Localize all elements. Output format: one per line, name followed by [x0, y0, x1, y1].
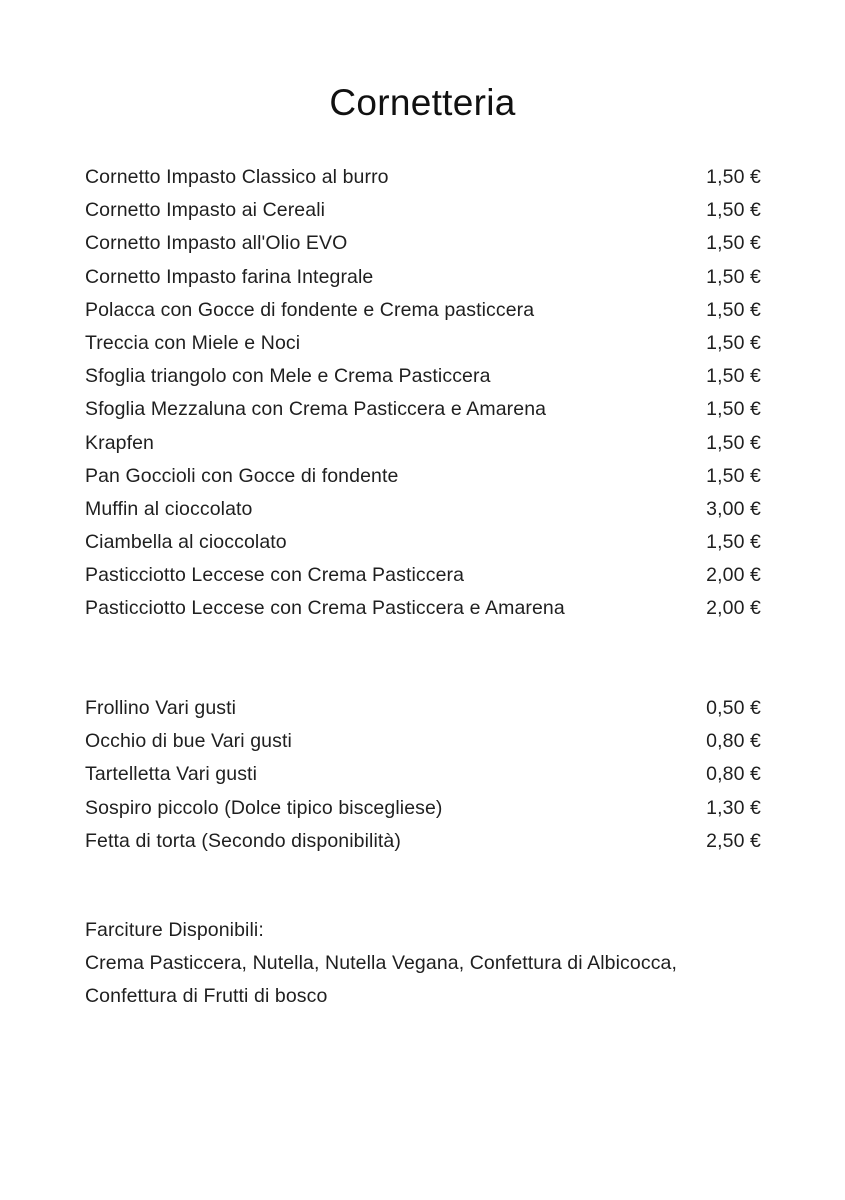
item-name: Frollino Vari gusti [85, 697, 237, 719]
item-name: Muffin al cioccolato [85, 497, 253, 520]
menu-item [85, 758, 761, 791]
menu-item [85, 294, 761, 327]
menu-item [85, 360, 761, 393]
item-price: 1,50 € [706, 298, 761, 321]
item-name: Cornetto Impasto ai Cereali [85, 199, 326, 222]
menu-item [85, 725, 761, 758]
item-price: 1,50 € [706, 365, 761, 388]
item-price: 1,50 € [706, 166, 761, 188]
menu-item [85, 194, 761, 227]
menu-item [85, 825, 761, 858]
page-title: Cornetteria [329, 82, 516, 123]
item-name: Cornetto Impasto Classico al burro [85, 166, 389, 188]
item-price: 1,50 € [706, 232, 761, 255]
item-name: Occhio di bue Vari gusti [85, 730, 292, 753]
item-name: Tartelletta Vari gusti [85, 763, 257, 786]
menu-item [85, 227, 761, 260]
item-name: Treccia con Miele e Noci [85, 331, 301, 354]
menu-item [85, 327, 761, 360]
item-name: Krapfen [85, 431, 154, 454]
menu-item [85, 526, 761, 559]
item-price: 0,80 € [706, 730, 761, 753]
item-price: 2,50 € [706, 829, 761, 852]
item-price: 1,50 € [706, 265, 761, 288]
item-name: Pasticciotto Leccese con Crema Pasticcera [85, 564, 465, 587]
item-name: Cornetto Impasto farina Integrale [85, 265, 374, 288]
fillings-list-line-1: Crema Pasticcera, Nutella, Nutella Vegana, Confettura di Albicocca, [85, 952, 678, 974]
item-price: 0,80 € [706, 763, 761, 786]
item-price: 1,50 € [706, 464, 761, 487]
item-name: Fetta di torta (Secondo disponibilità) [85, 829, 401, 852]
item-name: Sospiro piccolo (Dolce tipico biscegliese) [85, 796, 443, 819]
item-name: Polacca con Gocce di fondente e Crema pasticcera [85, 298, 535, 321]
menu-item [85, 393, 761, 426]
item-price: 2,00 € [706, 564, 761, 587]
menu-item [85, 592, 761, 625]
menu-item [85, 460, 761, 493]
item-price: 1,50 € [706, 398, 761, 421]
item-price: 1,50 € [706, 531, 761, 554]
item-price: 1,50 € [706, 431, 761, 454]
menu-item [85, 427, 761, 460]
item-name: Cornetto Impasto all'Olio EVO [85, 232, 348, 255]
menu-item [85, 692, 761, 725]
item-price: 3,00 € [706, 497, 761, 520]
item-price: 0,50 € [706, 697, 761, 719]
menu-item [85, 792, 761, 825]
menu-item [85, 261, 761, 294]
item-price: 2,00 € [706, 597, 761, 620]
menu-section-biscuits [85, 692, 761, 858]
fillings-heading: Farciture Disponibili: [85, 919, 264, 941]
item-price: 1,50 € [706, 199, 761, 222]
item-name: Pan Goccioli con Gocce di fondente [85, 464, 399, 487]
item-price: 1,50 € [706, 331, 761, 354]
item-name: Sfoglia Mezzaluna con Crema Pasticcera e Amarena [85, 398, 547, 421]
fillings-list-line-2: Confettura di Frutti di bosco [85, 985, 328, 1007]
item-name: Sfoglia triangolo con Mele e Crema Pasticcera [85, 365, 491, 388]
menu-section-pastries [85, 161, 761, 626]
menu-item [85, 493, 761, 526]
item-name: Pasticciotto Leccese con Crema Pasticcera e Amarena [85, 597, 565, 620]
menu-item [85, 559, 761, 592]
menu-item [85, 161, 761, 194]
fillings-note [85, 914, 785, 1013]
item-price: 1,30 € [706, 796, 761, 819]
item-name: Ciambella al cioccolato [85, 531, 287, 554]
